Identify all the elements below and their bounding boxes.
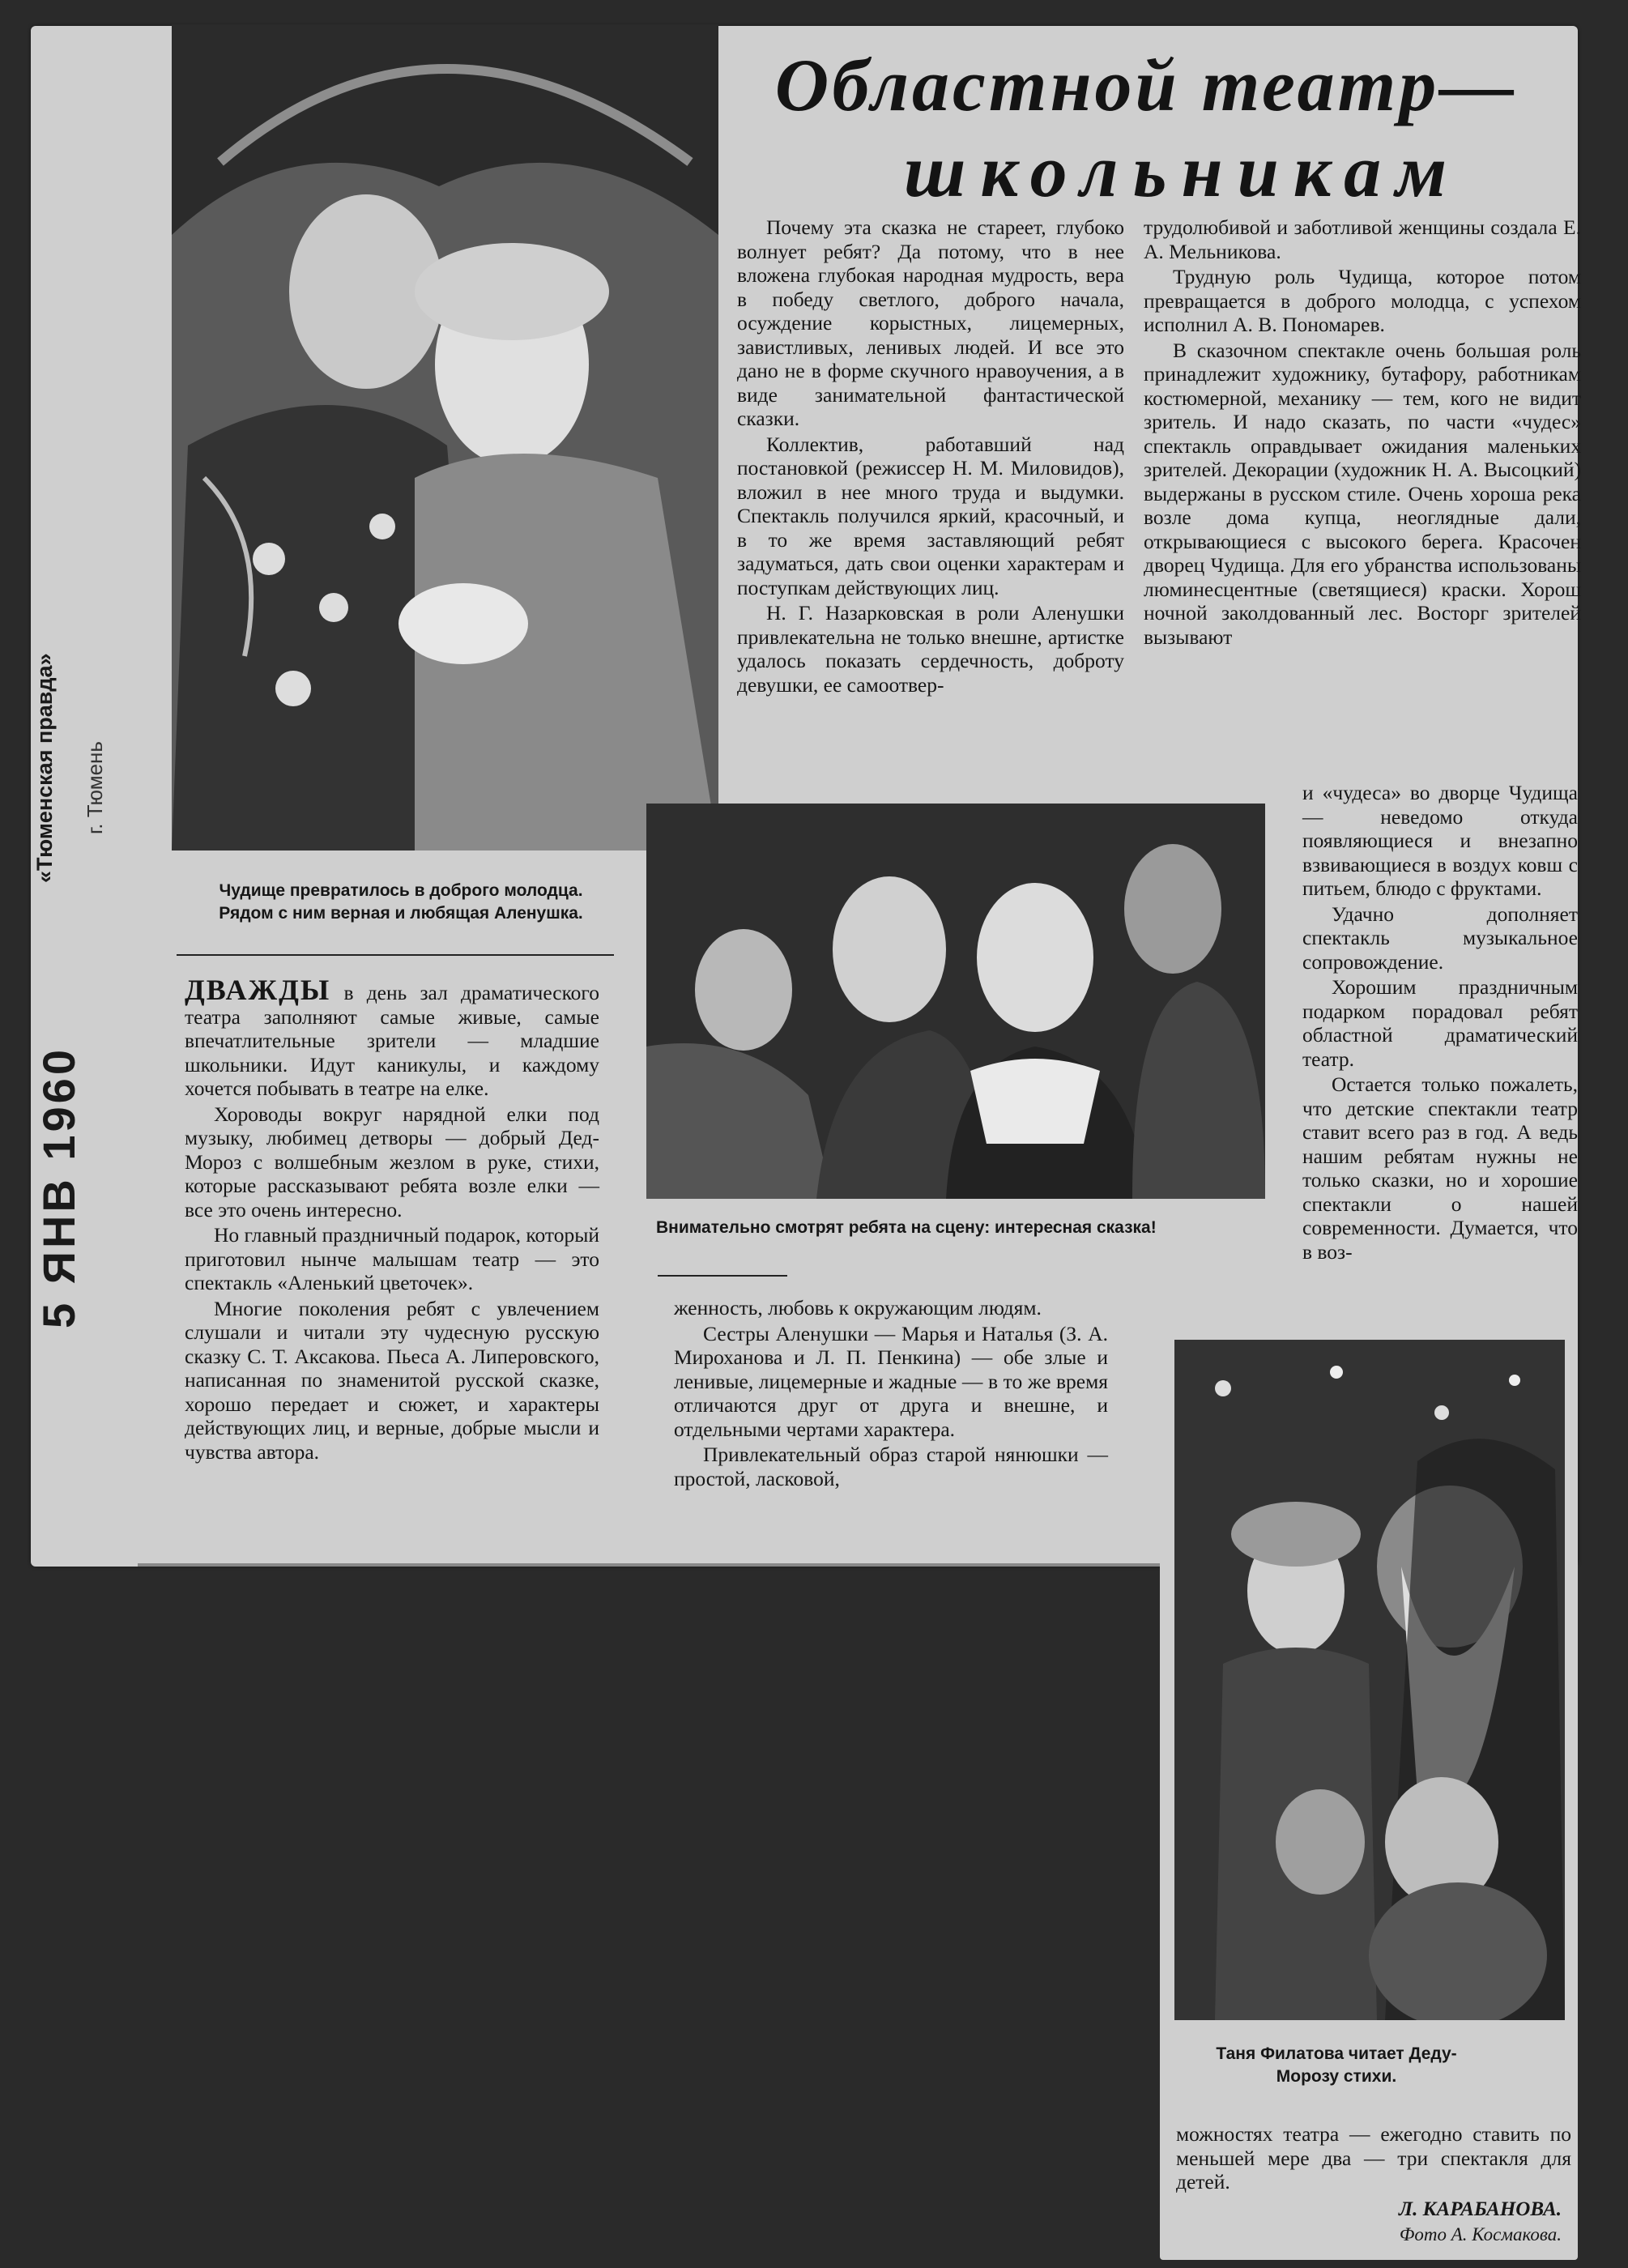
paragraph: Но главный праздничный подарок, который приготовил нынче малышам театр — это спектакль «Аленький цветочек».	[185, 1223, 599, 1294]
left-column	[185, 974, 600, 1464]
divider	[658, 1275, 787, 1277]
caption-photo-actors: Чудище превратилось в доброго молодца. Рядом с ним верная и любящая Аленушка.	[219, 881, 583, 923]
paragraph: Многие поколения ребят с увлечением слушали и читали эту чудесную русскую сказку С. Т. Аксакова. Пьеса А. Липеровского, написанная по знаменитой русской сказке, хорошо передает и сюжет, и характеры действующих лиц, и верные, добрые мысли и чувства автора.	[185, 1296, 599, 1464]
paragraph: Н. Г. Назарковская в роли Аленушки привлекательна не только внешне, артистке удалось показать сердечность, доброту девушки, ее самоотвер-	[737, 601, 1124, 697]
caption-photo-children: Внимательно смотрят ребята на сцену: интересная сказка!	[656, 1218, 1157, 1237]
divider	[177, 954, 614, 956]
paragraph: Коллектив, работавший над постановкой (режиссер Н. М. Миловидов), вложил в нее много труда и выдумки. Спектакль получился яркий, красочный, и в то же время заставляющий ребят задуматься, дать свои оценки характерам и поступкам действующих лиц.	[737, 432, 1124, 599]
dropcap-word: ДВАЖДЫ	[185, 974, 331, 1006]
city-stamp: г. Тюмень	[83, 741, 107, 834]
paragraph: Остается только пожалеть, что детские спектакли театр ставит всего раз в год. А ведь нашим ребятам нужны не только сказки, но и хорошие спектакли о нашей современности. Думается, что в воз-	[1302, 1072, 1578, 1264]
paragraph: трудолюбивой и заботливой женщины создала Е. А. Мельникова.	[1144, 215, 1581, 263]
paragraph: Удачно дополняет спектакль музыкальное сопровождение.	[1302, 902, 1578, 974]
paragraph: Трудную роль Чудища, которое потом превращается в доброго молодца, с успехом исполнил А. В. Пономарев.	[1144, 265, 1581, 336]
right-column-narrow	[1302, 781, 1578, 1264]
photo-ded-moroz	[1174, 1340, 1565, 2020]
photo-children-audience	[646, 804, 1265, 1199]
middle-column-lower	[674, 1296, 1108, 1490]
paragraph: Хороводы вокруг нарядной елки под музыку, любимец детворы — добрый Дед-Мороз с волшебным жезлом в руке, стихи, которые рассказывают ребята возле елки — все это очень интересно.	[185, 1102, 599, 1221]
paragraph: Сестры Аленушки — Марья и Наталья (З. А. Мироханова и Л. П. Пенкина) — обе злые и ленивые, лицемерные и жадные — в то же время отличаются друг от друга и внешне, и отдельными чертами характера.	[674, 1321, 1108, 1441]
clipping-edge	[138, 1563, 1160, 1567]
paragraph: В сказочном спектакле очень большая роль принадлежит художнику, бутафору, работникам костюмерной, механику — тем, кого не видит зритель. И надо сказать, по части «чудес» спектакль оправдывает ожидания маленьких зрителей. Декорации (художник Н. А. Высоцкий) выдержаны в русском стиле. Очень хороша река возле дома купца, неоглядные дали, открывающиеся с высокого берега. Красочен дворец Чудища. Для его убранства использованы люминесцентные (светящиеся) краски. Хорош ночной заколдованный лес. Восторг зрителей вызывают	[1144, 338, 1581, 649]
paragraph: и «чудеса» во дворце Чудища — неведомо откуда появляющиеся и внезапно взвивающиеся в воздух ковш с питьем, блюдо с фруктами.	[1302, 781, 1578, 900]
right-column-bottom	[1176, 2122, 1571, 2194]
photo-credit-text: Фото А. Космакова.	[1399, 2224, 1562, 2245]
author-signature	[1399, 2198, 1562, 2221]
paragraph: женность, любовь к окружающим людям.	[674, 1296, 1042, 1319]
author-name: Л. КАРАБАНОВА.	[1398, 2198, 1562, 2220]
newspaper-name-stamp: «Тюменская правда»	[32, 653, 57, 883]
paragraph: в день зал драматического театра заполняют самые живые, самые впечатлительные зрители — младшие школьники. Идут каникулы, и каждому хочется побывать в театре на елке.	[185, 981, 600, 1100]
headline-line-2: школьникам	[903, 130, 1462, 212]
paragraph: Хорошим праздничным подарком порадовал ребят областной драматический театр.	[1302, 975, 1578, 1071]
headline-line-1: Областной театр—	[774, 44, 1518, 126]
right-column	[1144, 215, 1581, 649]
paragraph: Привлекательный образ старой нянюшки — простой, ласковой,	[674, 1443, 1108, 1490]
headline	[729, 42, 1563, 214]
photo-actors	[172, 24, 718, 850]
date-stamp: 5 ЯНВ 1960	[33, 1047, 84, 1328]
paragraph: можностях театра — ежегодно ставить по меньшей мере два — три спектакля для детей.	[1176, 2122, 1571, 2193]
middle-column	[737, 215, 1124, 697]
caption-photo-ded-moroz: Таня Филатова читает Деду-Морозу стихи.	[1216, 2044, 1457, 2086]
photo-credit	[1400, 2224, 1562, 2245]
paragraph: Почему эта сказка не стареет, глубоко волнует ребят? Да потому, что в нее вложена глубокая народная мудрость, вера в победу светлого, доброго начала, осуждение корыстных, лицемерных, завистливых, ленивых людей. И все это дано не в форме скучного нравоучения, а в виде занимательной фантастической сказки.	[737, 215, 1124, 430]
